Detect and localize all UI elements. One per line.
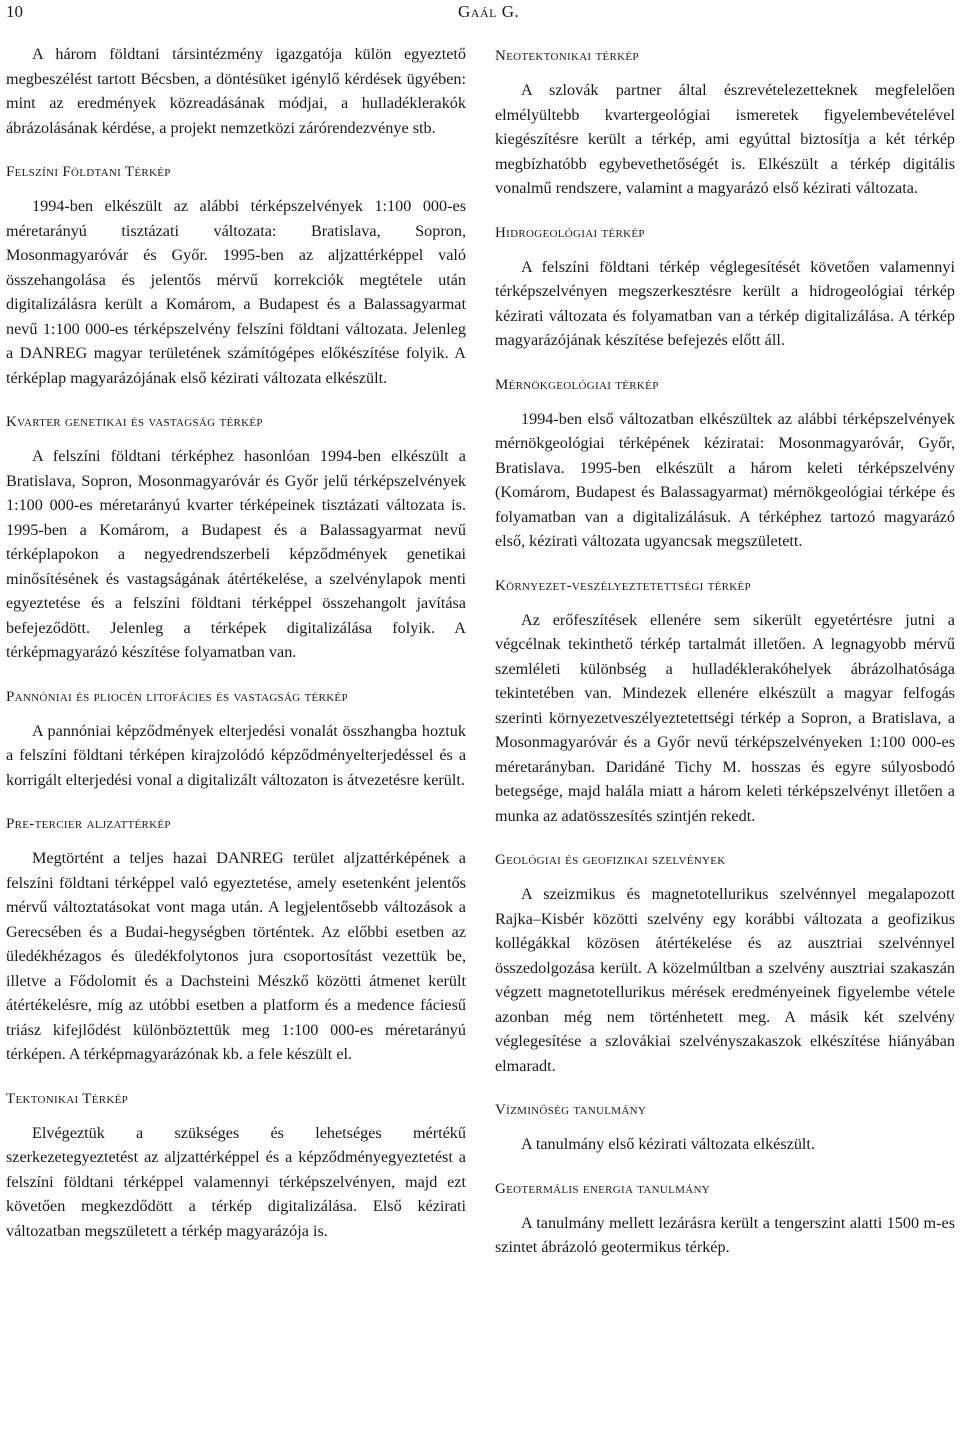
intro-paragraph: A három földtani társintézmény igazgatója külön egyeztető megbeszélést tartott Bécsben, a döntésüket igénylő kérdések ügyében: mint az eredmények közreadásának módjai, a hulladéklerakók ábrázolásának kérdése, a projekt nemzetközi zárórendezvénye stb.	[6, 45, 466, 137]
section-text-tektonikai: Elvégeztük a szükséges és lehetséges mértékű szerkezetegyeztetést az aljzattérképpel és a képződményegyeztetést a felszíni földtani térképpel valamennyi térképszelvényen, majd ezt követően megkezdődött a térkép digitalizálása. Első kézirati változatban megszületett a térkép magyarázója is.	[6, 1123, 466, 1240]
section-heading-felszini: Felszíni Földtani Térkép	[6, 164, 171, 180]
section-text-felszini: 1994-ben elkészült az alábbi térképszelvények 1:100 000-es méretarányú tisztázati változata: Bratislava, Sopron, Mosonmagyaróvár és Győr. 1995-ben az aljzattérképpel való összehangolása és jelentős mérvű korrekciók megtétele után digitalizálásra került a Komárom, a Budapest és a Balassagyarmat nevű 1:100 000-es térképszelvény felszíni földtani változata. Jelenleg a DANREG magyar területének számítógépes előkészítése folyik. A térképlap magyarázójának első kézirati változata elkészült.	[6, 197, 466, 387]
section-text-neotektonikai: A szlovák partner által észrevételezetteknek megfelelően elmélyültebb kvartergeológiai ismeretek figyelembevételével kiegészítésre került a térkép, ami egyúttal biztosítja a két térkép megbízhatóbb egybevethetőségét is. Elkészült a térkép digitális vonalmű rendszere, valamint a magyarázó első kézirati változata.	[495, 81, 955, 197]
section-text-kornyezet: Az erőfeszítések ellenére sem sikerült egyetértésre jutni a végcélnak tekinthető térkép tartalmát illetően. A legnagyobb mérvű szemléleti különbség a hulladéklerakóhelyek ábrázolhatósága tekintetében van. Mindezek ellenére elkészült a magyar felfogás szerinti környezetveszélyeztetettségi térkép a Sopron, a Bratislava, a Mosonmagyaróvár és a Győr nevű térképszelvényeken 1:100 000-es méretarányban. Daridáné Tichy M. hosszas és egyre súlyosbodó betegsége, majd halála miatt a három keleti térképszelvényt illetően a munka az adatösszesítés szintjén rekedt.	[495, 610, 955, 825]
section-text-geotermalis: A tanulmány mellett lezárásra került a tengerszint alatti 1500 m-es szintet ábrázoló geotermikus térkép.	[495, 1213, 955, 1256]
running-head: Gaál G.	[458, 2, 520, 21]
section-heading-hidrogeologiai: Hidrogeológiai térkép	[495, 224, 645, 241]
section-text-pretercier: Megtörtént a teljes hazai DANREG terület aljzattérképének a felszíni földtani térképpel való egyeztetése, amely esetenként jelentős mérvű változtatásokat vont maga után. A legjelentősebb változások a Gerecsében és a Budai-hegységben történtek. Az előbbi esetben az üledékhézagos és üledékfolytonos jura csoportosítást vezettük be, illetve a Fődolomit és a Dachsteini Mészkő közötti átmenet került átértékelésre, míg az utóbbi esetben a platform és a medence fáciesű triász kifejlődést különböztettük meg 1:100 000-es méretarányú térképen. A térképmagyarázónak kb. a fele készült el.	[6, 849, 466, 1063]
section-heading-kornyezet: Környezet-veszélyeztetettségi térkép	[495, 577, 751, 594]
page-header	[6, 2, 954, 28]
section-text-hidrogeologiai: A felszíni földtani térkép véglegesítését követően valamennyi térképszelvényen megszerkesztésre került a hidrogeológiai térkép kézirati változata és folyamatban van a térkép digitalizálása. A térkép magyarázójának készítése befejezés előtt áll.	[495, 257, 955, 349]
section-heading-pretercier: Pre-tercier aljzattérkép	[6, 816, 171, 832]
right-column	[495, 42, 955, 1260]
section-text-pannoniai: A pannóniai képződmények elterjedési vonalát összhangba hoztuk a felszíni földtani térképen kirajzolódó képződményelterjedéssel és a korrigált elterjedési vonal a digitalizált változaton is átvezetésre került.	[6, 721, 466, 789]
section-text-vizminoseg: A tanulmány első kézirati változata elkészült.	[521, 1135, 815, 1153]
section-heading-neotektonikai: Neotektonikai térkép	[495, 48, 639, 64]
section-heading-geotermalis: Geotermális energia tanulmány	[495, 1180, 710, 1197]
section-heading-vizminoseg: Vízminőség tanulmány	[495, 1102, 647, 1118]
section-heading-tektonikai: Tektonikai Térkép	[6, 1090, 129, 1107]
section-text-kvarter: A felszíni földtani térképhez hasonlóan 1994-ben elkészült a Bratislava, Sopron, Mosonmagyaróvár és Győr jelű térképszelvények 1:100 000-es méretarányú kvarter térképeinek tisztázati változata is. 1995-ben a Komárom, a Budapest és a Balassagyarmat nevű térképlapokon a negyedrendszerbeli képződmények genetikai minősítésének és vastagságának átértékelése, a szelvénylapok menti egyeztetése és a felszíni földtani térképpel összehangolt javítása befejeződött. Jelenleg a térképek digitalizálása folyik. A térképmagyarázó készítése folyamatban van.	[6, 447, 466, 661]
left-column	[6, 42, 466, 1243]
section-heading-kvarter: Kvarter genetikai és vastagság térkép	[6, 414, 263, 430]
section-text-geologiai-szelvenyek: A szeizmikus és magnetotellurikus szelvénnyel megalapozott Rajka–Kisbér közötti szelvény egy korábbi változata a geofizikus kollégákkal közösen átértékelése és az ausztriai szelvénnyel összedolgozása került. A közelmúltban a szelvény ausztriai szakaszán végzett magnetotellurikus mérések eredményeinek figyelembe vétele azonban még nem történhetett meg. A másik két szelvény véglegesítése a szlovákiai szelvényszakaszok elkészítése hiányában elmaradt.	[495, 885, 955, 1075]
page-number: 10	[6, 2, 23, 21]
section-heading-pannoniai: Pannóniai és pliocén litofácies és vastagság térkép	[6, 688, 348, 705]
section-text-mernokgeologiai: 1994-ben első változatban elkészültek az alábbi térképszelvények mérnökgeológiai térképének kéziratai: Mosonmagyaróvár, Győr, Bratislava. 1995-ben elkészült a három keleti térképszelvény (Komárom, Budapest és Balassagyarmat) mérnökgeológiai térképe és folyamatban van a digitalizálásuk. A térképhez tartozó magyarázó első, kézirati változata ugyancsak megszületett.	[495, 409, 955, 550]
section-heading-mernokgeologiai: Mérnökgeológiai térkép	[495, 376, 659, 393]
section-heading-geologiai-szelvenyek: Geológiai és geofizikai szelvények	[495, 852, 726, 868]
